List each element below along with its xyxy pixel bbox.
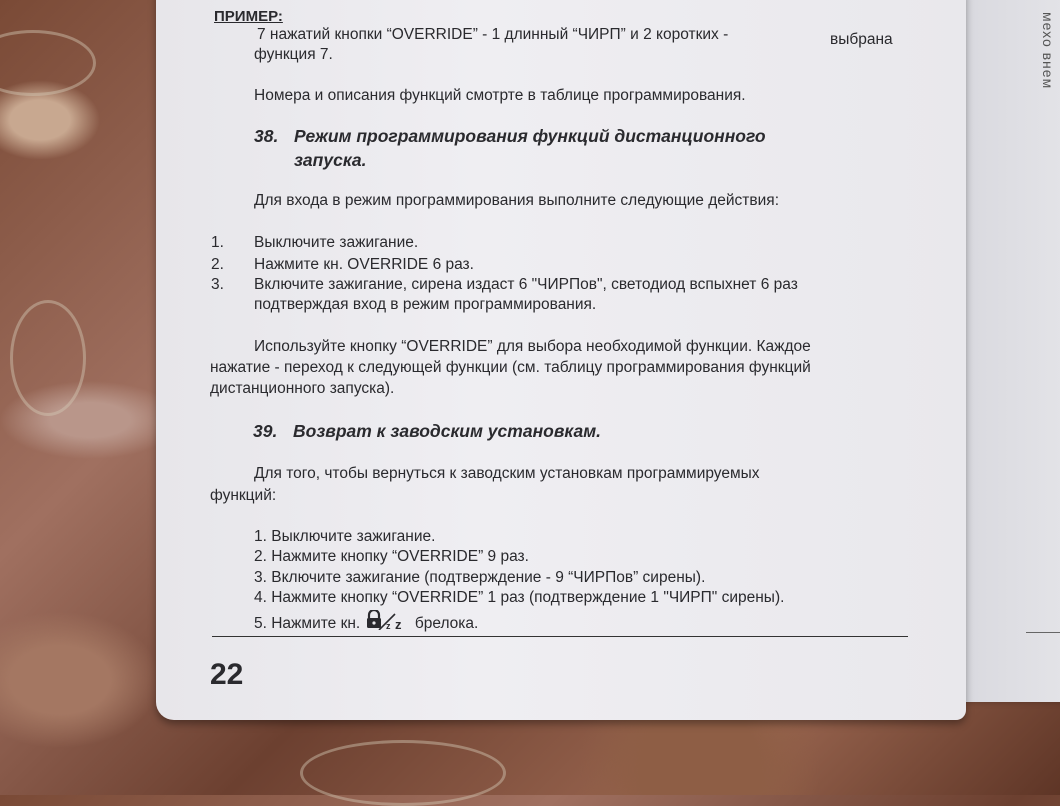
background-marble-vein [300,740,506,806]
next-page [952,0,1060,702]
step-number: 2. [211,256,224,273]
section39-number: 39. [253,421,278,441]
step-text: Выключите зажигание. [254,234,419,251]
reset-step: 4. Нажмите кнопку “OVERRIDE” 1 раз (подтверждение 1 "ЧИРП" сирены). [254,589,785,606]
step-text: Включите зажигание, сирена издаст 6 "ЧИРПов", светодиод вспыхнет 6 раз [254,276,798,293]
section39-intro-line1: Для того, чтобы вернуться к заводским установкам программируемых [254,465,760,482]
section39-title: Возврат к заводским установкам. [293,421,602,441]
section38-title-line2: запуска. [294,150,367,170]
section38-title-line1: Режим программирования функций дистанционного [294,126,766,146]
reset-step [254,610,478,635]
section38-para-line3: дистанционного запуска). [210,380,395,397]
svg-text:z: z [394,617,402,630]
section39-intro-line2: функций: [210,487,277,504]
reset-step-tail: брелока. [414,615,479,632]
lock-sleep-icon [365,610,411,635]
section38-intro: Для входа в режим программирования выполните следующие действия: [254,192,779,209]
side-page-text: мехо внем [1040,12,1056,90]
reset-step: 2. Нажмите кнопку “OVERRIDE” 9 раз. [254,548,529,565]
section38-para-line2: нажатие - переход к следующей функции (см. таблицу программирования функций [210,359,811,376]
example-line1-tail: выбрана [830,31,893,48]
page-number: 22 [210,658,244,691]
example-line2: функция 7. [254,46,333,63]
background-marble-vein [10,300,86,416]
step-number: 1. [211,234,224,251]
note-text: Номера и описания функций смотрте в таблице программирования. [254,87,746,104]
footer-rule [212,636,908,637]
step-number: 3. [211,276,224,293]
svg-text:z: z [385,621,391,630]
step-text: Нажмите кн. OVERRIDE 6 раз. [254,256,474,273]
section38-para-line1: Используйте кнопку “OVERRIDE” для выбора необходимой функции. Каждое [254,338,811,355]
example-line1: 7 нажатий кнопки “OVERRIDE” - 1 длинный “ЧИРП” и 2 коротких - [257,26,729,43]
example-header: ПРИМЕР: [214,8,283,25]
reset-step-label: 5. Нажмите кн. [254,615,361,632]
side-page-rule [1026,632,1060,633]
section38-number: 38. [254,126,279,146]
reset-step: 3. Включите зажигание (подтверждение - 9 “ЧИРПов” сирены). [254,569,706,586]
step-text-continuation: подтверждая вход в режим программирования. [254,296,597,313]
background-marble-vein [0,30,96,96]
reset-step: 1. Выключите зажигание. [254,528,436,545]
